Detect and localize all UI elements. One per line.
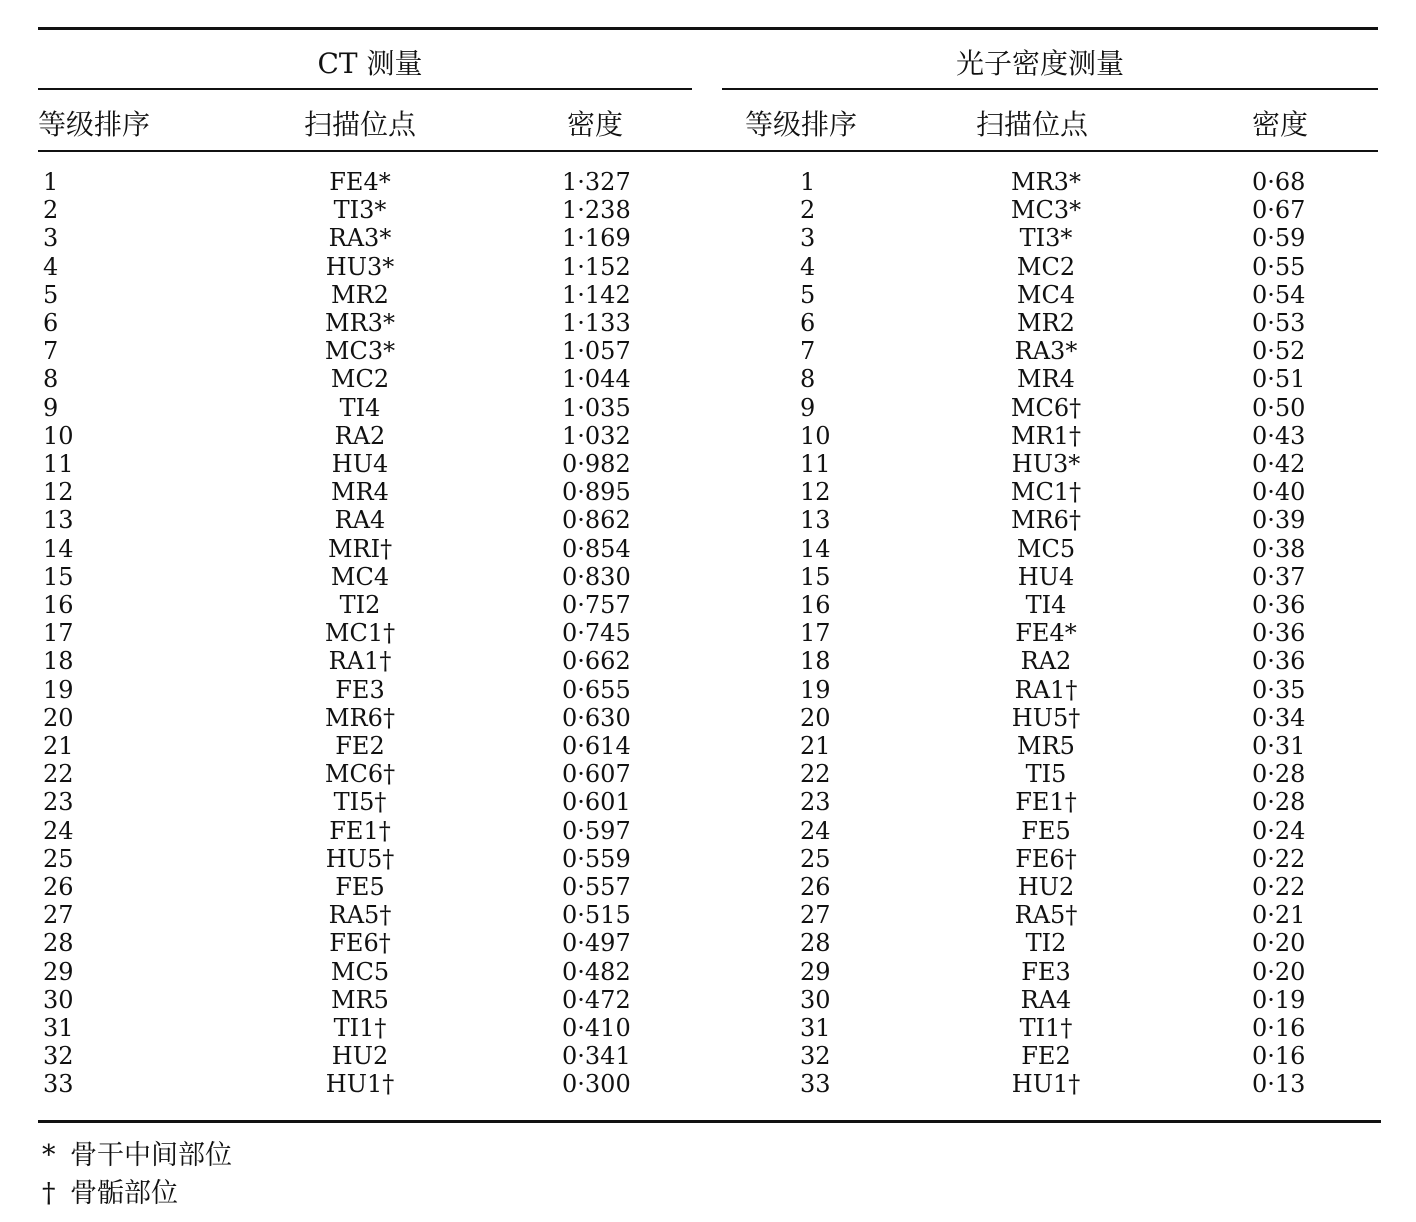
ct-density-cell: 1·238 — [562, 196, 631, 224]
photon-site-cell: FE5 — [1021, 817, 1071, 845]
ct-site-cell: FE5 — [335, 873, 385, 901]
photon-rank-header: 等级排序 — [745, 108, 858, 141]
ct-site-cell: TI5† — [333, 788, 387, 816]
ct-site-cell: RA4 — [334, 506, 386, 534]
ct-rank-cell: 31 — [43, 1014, 74, 1042]
ct-rank-cell: 3 — [43, 224, 59, 252]
photon-density-cell: 0·20 — [1252, 929, 1306, 957]
photon-site-cell: MR3* — [1011, 168, 1081, 196]
photon-rank-cell: 26 — [800, 873, 831, 901]
photon-site-header: 扫描位点 — [975, 108, 1088, 141]
ct-site-cell: RA3* — [328, 224, 392, 252]
ct-rank-cell: 1 — [43, 168, 59, 196]
photon-rank-cell: 13 — [800, 506, 831, 534]
photon-density-cell: 0·16 — [1252, 1042, 1306, 1070]
photon-site-cell: TI4 — [1025, 591, 1067, 619]
ct-density-cell: 0·497 — [562, 929, 631, 957]
ct-site-cell: MC2 — [330, 365, 390, 393]
photon-site-cell: MC5 — [1016, 535, 1076, 563]
photon-density-cell: 0·24 — [1252, 817, 1306, 845]
ct-site-cell: RA5† — [328, 901, 392, 929]
photon-density-cell: 0·55 — [1252, 253, 1306, 281]
photon-site-cell: FE2 — [1021, 1042, 1071, 1070]
ct-rank-cell: 2 — [43, 196, 59, 224]
photon-density-cell: 0·34 — [1252, 704, 1306, 732]
photon-site-cell: TI2 — [1025, 929, 1067, 957]
ct-rank-cell: 4 — [43, 253, 59, 281]
photon-rank-cell: 22 — [800, 760, 831, 788]
ct-density-header: 密度 — [566, 108, 623, 141]
photon-rank-cell: 33 — [800, 1070, 831, 1098]
ct-density-cell: 0·410 — [562, 1014, 631, 1042]
ct-site-cell: HU2 — [331, 1042, 389, 1070]
ct-density-cell: 1·142 — [562, 281, 631, 309]
ct-density-cell: 1·044 — [562, 365, 631, 393]
photon-density-cell: 0·31 — [1252, 732, 1306, 760]
photon-rank-cell: 8 — [800, 365, 816, 393]
photon-density-cell: 0·20 — [1252, 958, 1306, 986]
ct-rank-cell: 27 — [43, 901, 74, 929]
footnote-text: 骨骺部位 — [70, 1178, 178, 1209]
photon-site-cell: MR4 — [1017, 365, 1075, 393]
ct-density-cell: 0·655 — [562, 676, 631, 704]
ct-site-cell: FE1† — [329, 817, 391, 845]
photon-density-cell: 0·50 — [1252, 394, 1306, 422]
photon-site-cell: RA4 — [1020, 986, 1072, 1014]
ct-site-cell: RA2 — [334, 422, 386, 450]
photon-rank-cell: 19 — [800, 676, 831, 704]
bottom-rule — [38, 1120, 1381, 1123]
ct-site-cell: MC6† — [324, 760, 396, 788]
ct-rank-cell: 19 — [43, 676, 74, 704]
photon-density-cell: 0·67 — [1252, 196, 1306, 224]
photon-rank-cell: 11 — [800, 450, 831, 478]
ct-site-cell: MRI† — [327, 535, 393, 563]
photon-density-cell: 0·51 — [1252, 365, 1306, 393]
photon-rank-cell: 14 — [800, 535, 831, 563]
ct-site-cell: FE6† — [329, 929, 391, 957]
photon-rank-cell: 12 — [800, 478, 831, 506]
photon-density-cell: 0·38 — [1252, 535, 1306, 563]
ct-rank-cell: 13 — [43, 506, 74, 534]
top-rule — [38, 27, 1378, 30]
photon-site-cell: TI3* — [1019, 224, 1073, 252]
photon-site-cell: TI5 — [1025, 760, 1067, 788]
ct-rank-cell: 15 — [43, 563, 74, 591]
photon-rank-cell: 4 — [800, 253, 816, 281]
ct-rank-cell: 21 — [43, 732, 74, 760]
ct-density-cell: 1·133 — [562, 309, 631, 337]
ct-density-cell: 0·559 — [562, 845, 631, 873]
ct-site-cell: MR3* — [325, 309, 395, 337]
photon-density-cell: 0·53 — [1252, 309, 1306, 337]
ct-density-cell: 0·341 — [562, 1042, 631, 1070]
ct-rank-cell: 25 — [43, 845, 74, 873]
photon-rank-cell: 16 — [800, 591, 831, 619]
photon-rank-cell: 20 — [800, 704, 831, 732]
ct-density-cell: 0·614 — [562, 732, 631, 760]
ct-rank-cell: 28 — [43, 929, 74, 957]
ct-site-cell: TI2 — [339, 591, 381, 619]
header-bottom-rule — [38, 150, 1378, 152]
footnote-mark: † — [42, 1178, 56, 1209]
photon-density-cell: 0·52 — [1252, 337, 1306, 365]
photon-site-cell: FE3 — [1021, 958, 1071, 986]
photon-rank-cell: 9 — [800, 394, 816, 422]
photon-site-cell: MR6† — [1011, 506, 1081, 534]
photon-rank-cell: 6 — [800, 309, 816, 337]
ct-rank-cell: 10 — [43, 422, 74, 450]
ct-site-cell: RA1† — [328, 647, 392, 675]
ct-site-cell: MC1† — [324, 619, 396, 647]
photon-site-cell: MR2 — [1017, 309, 1075, 337]
photon-site-cell: FE6† — [1015, 845, 1077, 873]
ct-density-cell: 0·472 — [562, 986, 631, 1014]
ct-rank-cell: 11 — [43, 450, 74, 478]
photon-site-cell: MC3* — [1010, 196, 1082, 224]
ct-density-cell: 1·152 — [562, 253, 631, 281]
ct-rank-cell: 20 — [43, 704, 74, 732]
ct-rank-cell: 26 — [43, 873, 74, 901]
photon-rank-cell: 27 — [800, 901, 831, 929]
photon-rank-cell: 10 — [800, 422, 831, 450]
photon-site-cell: RA2 — [1020, 647, 1072, 675]
photon-rank-cell: 3 — [800, 224, 816, 252]
ct-density-cell: 0·557 — [562, 873, 631, 901]
ct-density-cell: 0·607 — [562, 760, 631, 788]
photon-rank-cell: 1 — [800, 168, 816, 196]
photon-rank-cell: 25 — [800, 845, 831, 873]
ct-density-cell: 0·515 — [562, 901, 631, 929]
photon-density-cell: 0·36 — [1252, 591, 1306, 619]
photon-rank-cell: 30 — [800, 986, 831, 1014]
photon-rank-cell: 31 — [800, 1014, 831, 1042]
photon-rank-cell: 17 — [800, 619, 831, 647]
photon-rank-cell: 23 — [800, 788, 831, 816]
ct-site-cell: MR2 — [331, 281, 389, 309]
ct-rank-cell: 14 — [43, 535, 74, 563]
footnote-epiphysis — [42, 1171, 178, 1210]
photon-density-cell: 0·59 — [1252, 224, 1306, 252]
photon-site-cell: MR1† — [1011, 422, 1081, 450]
photon-density-cell: 0·68 — [1252, 168, 1306, 196]
photon-density-cell: 0·28 — [1252, 760, 1306, 788]
ct-rank-header: 等级排序 — [38, 108, 151, 141]
photon-density-cell: 0·19 — [1252, 986, 1306, 1014]
ct-density-cell: 1·057 — [562, 337, 631, 365]
ct-density-cell: 0·982 — [562, 450, 631, 478]
photon-group-rule — [722, 88, 1378, 90]
photon-site-cell: MC1† — [1010, 478, 1082, 506]
ct-density-cell: 0·662 — [562, 647, 631, 675]
ct-rank-cell: 32 — [43, 1042, 74, 1070]
photon-density-cell: 0·42 — [1252, 450, 1306, 478]
ct-density-cell: 1·327 — [562, 168, 631, 196]
ct-rank-cell: 24 — [43, 817, 74, 845]
ct-density-cell: 1·035 — [562, 394, 631, 422]
ct-rank-cell: 8 — [43, 365, 59, 393]
ct-density-cell: 0·300 — [562, 1070, 631, 1098]
ct-site-cell: MC3* — [324, 337, 396, 365]
photon-rank-cell: 5 — [800, 281, 816, 309]
ct-site-header: 扫描位点 — [303, 108, 416, 141]
photon-site-cell: RA1† — [1014, 676, 1078, 704]
photon-density-cell: 0·36 — [1252, 647, 1306, 675]
photon-site-cell: RA5† — [1014, 901, 1078, 929]
ct-density-cell: 0·597 — [562, 817, 631, 845]
ct-site-cell: MR4 — [331, 478, 389, 506]
photon-density-cell: 0·16 — [1252, 1014, 1306, 1042]
photon-rank-cell: 21 — [800, 732, 831, 760]
photon-group-title: 光子密度测量 — [955, 47, 1124, 80]
photon-site-cell: MR5 — [1017, 732, 1075, 760]
ct-density-cell: 0·854 — [562, 535, 631, 563]
photon-rank-cell: 32 — [800, 1042, 831, 1070]
ct-site-cell: TI3* — [333, 196, 387, 224]
footnote-diaphysis — [42, 1133, 232, 1172]
ct-site-cell: FE2 — [335, 732, 385, 760]
photon-rank-cell: 2 — [800, 196, 816, 224]
photon-rank-cell: 18 — [800, 647, 831, 675]
ct-site-cell: HU4 — [331, 450, 389, 478]
photon-site-cell: MC2 — [1016, 253, 1076, 281]
photon-density-cell: 0·43 — [1252, 422, 1306, 450]
photon-site-cell: HU3* — [1011, 450, 1081, 478]
ct-rank-cell: 17 — [43, 619, 74, 647]
ct-density-cell: 0·745 — [562, 619, 631, 647]
ct-rank-cell: 16 — [43, 591, 74, 619]
photon-density-cell: 0·40 — [1252, 478, 1306, 506]
photon-density-cell: 0·22 — [1252, 845, 1306, 873]
footnote-mark: * — [42, 1140, 56, 1171]
ct-site-cell: MC5 — [330, 958, 390, 986]
photon-rank-cell: 29 — [800, 958, 831, 986]
ct-rank-cell: 33 — [43, 1070, 74, 1098]
ct-density-cell: 0·757 — [562, 591, 631, 619]
photon-site-cell: HU5† — [1011, 704, 1081, 732]
photon-rank-cell: 15 — [800, 563, 831, 591]
ct-rank-cell: 7 — [43, 337, 59, 365]
ct-rank-cell: 30 — [43, 986, 74, 1014]
photon-site-cell: MC6† — [1010, 394, 1082, 422]
photon-density-cell: 0·37 — [1252, 563, 1306, 591]
photon-site-cell: TI1† — [1019, 1014, 1073, 1042]
ct-density-cell: 0·830 — [562, 563, 631, 591]
ct-density-cell: 0·862 — [562, 506, 631, 534]
photon-rank-cell: 28 — [800, 929, 831, 957]
ct-rank-cell: 9 — [43, 394, 59, 422]
ct-site-cell: MC4 — [330, 563, 390, 591]
footnote-text: 骨干中间部位 — [70, 1140, 232, 1171]
photon-rank-cell: 7 — [800, 337, 816, 365]
ct-site-cell: FE3 — [335, 676, 385, 704]
photon-density-cell: 0·21 — [1252, 901, 1306, 929]
photon-site-cell: FE1† — [1015, 788, 1077, 816]
ct-density-cell: 1·032 — [562, 422, 631, 450]
photon-site-cell: HU1† — [1011, 1070, 1081, 1098]
ct-site-cell: HU3* — [325, 253, 395, 281]
ct-site-cell: MR6† — [325, 704, 395, 732]
ct-site-cell: TI1† — [333, 1014, 387, 1042]
ct-rank-cell: 6 — [43, 309, 59, 337]
photon-site-cell: HU4 — [1017, 563, 1075, 591]
ct-density-cell: 0·482 — [562, 958, 631, 986]
photon-site-cell: FE4* — [1015, 619, 1077, 647]
ct-group-title: CT 测量 — [317, 47, 423, 80]
ct-rank-cell: 12 — [43, 478, 74, 506]
ct-site-cell: HU1† — [325, 1070, 395, 1098]
photon-rank-cell: 24 — [800, 817, 831, 845]
ct-density-cell: 0·895 — [562, 478, 631, 506]
ct-site-cell: MR5 — [331, 986, 389, 1014]
photon-site-cell: RA3* — [1014, 337, 1078, 365]
ct-site-cell: TI4 — [339, 394, 381, 422]
photon-density-cell: 0·35 — [1252, 676, 1306, 704]
ct-density-cell: 0·601 — [562, 788, 631, 816]
photon-site-cell: MC4 — [1016, 281, 1076, 309]
ct-rank-cell: 23 — [43, 788, 74, 816]
ct-density-cell: 1·169 — [562, 224, 631, 252]
photon-density-header: 密度 — [1251, 108, 1308, 141]
ct-rank-cell: 5 — [43, 281, 59, 309]
photon-density-cell: 0·22 — [1252, 873, 1306, 901]
ct-site-cell: FE4* — [329, 168, 391, 196]
photon-density-cell: 0·28 — [1252, 788, 1306, 816]
photon-density-cell: 0·13 — [1252, 1070, 1306, 1098]
ct-rank-cell: 22 — [43, 760, 74, 788]
ct-rank-cell: 29 — [43, 958, 74, 986]
photon-density-cell: 0·36 — [1252, 619, 1306, 647]
photon-site-cell: HU2 — [1017, 873, 1075, 901]
ct-rank-cell: 18 — [43, 647, 74, 675]
ct-density-cell: 0·630 — [562, 704, 631, 732]
photon-density-cell: 0·54 — [1252, 281, 1306, 309]
ct-site-cell: HU5† — [325, 845, 395, 873]
photon-density-cell: 0·39 — [1252, 506, 1306, 534]
ct-group-rule — [38, 88, 692, 90]
